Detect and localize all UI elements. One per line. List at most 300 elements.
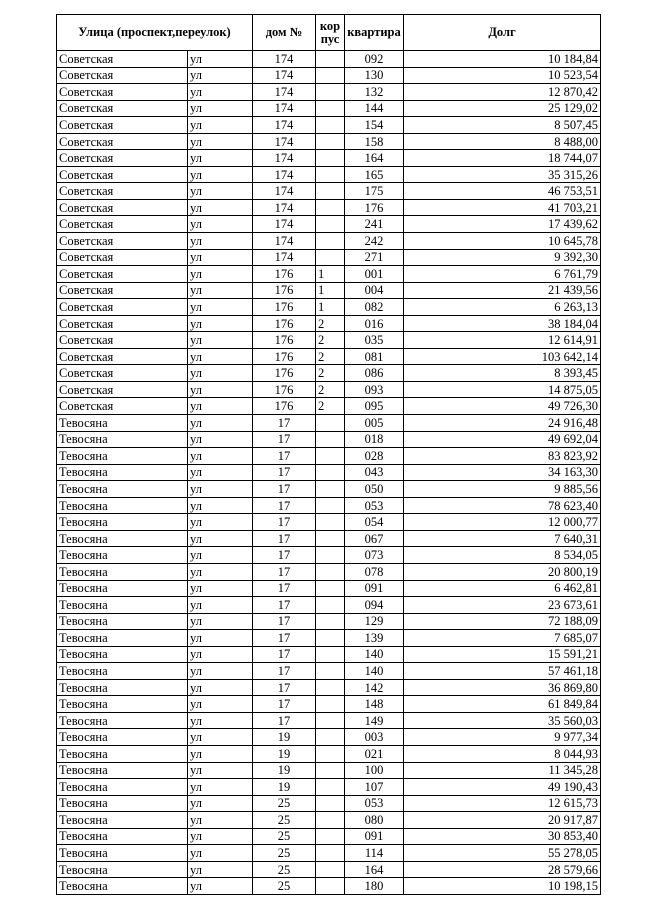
debt-cell: 103 642,14 [404, 348, 601, 365]
street-cell: Тевосяна [57, 580, 188, 597]
table-row [57, 563, 601, 580]
apartment-cell: 241 [345, 216, 404, 233]
apartment-cell: 095 [345, 398, 404, 415]
debt-cell: 20 800,19 [404, 563, 601, 580]
street-type-cell: ул [188, 216, 253, 233]
korpus-cell [316, 117, 345, 134]
house-cell: 17 [253, 630, 316, 647]
apartment-cell: 140 [345, 646, 404, 663]
table-row [57, 547, 601, 564]
table-row [57, 745, 601, 762]
street-cell: Тевосяна [57, 812, 188, 829]
street-type-cell: ул [188, 348, 253, 365]
apartment-cell: 158 [345, 133, 404, 150]
debt-cell: 12 614,91 [404, 332, 601, 349]
street-type-cell: ул [188, 779, 253, 796]
debt-cell: 18 744,07 [404, 150, 601, 167]
table-row [57, 828, 601, 845]
street-cell: Тевосяна [57, 795, 188, 812]
apartment-cell: 080 [345, 812, 404, 829]
house-cell: 174 [253, 249, 316, 266]
apartment-cell: 114 [345, 845, 404, 862]
house-cell: 176 [253, 266, 316, 283]
apartment-cell: 132 [345, 84, 404, 101]
house-cell: 17 [253, 613, 316, 630]
street-cell: Советская [57, 348, 188, 365]
apartment-cell: 091 [345, 580, 404, 597]
apartment-cell: 165 [345, 166, 404, 183]
street-type-cell: ул [188, 762, 253, 779]
debt-cell: 25 129,02 [404, 100, 601, 117]
korpus-cell [316, 580, 345, 597]
house-cell: 19 [253, 745, 316, 762]
table-row [57, 812, 601, 829]
table-row [57, 117, 601, 134]
house-cell: 25 [253, 812, 316, 829]
debt-cell: 8 488,00 [404, 133, 601, 150]
table-row [57, 266, 601, 283]
street-cell: Тевосяна [57, 597, 188, 614]
table-row [57, 348, 601, 365]
house-cell: 176 [253, 282, 316, 299]
apartment-cell: 180 [345, 878, 404, 895]
house-cell: 174 [253, 233, 316, 250]
korpus-cell [316, 233, 345, 250]
debt-cell: 6 462,81 [404, 580, 601, 597]
apartment-cell: 176 [345, 199, 404, 216]
street-type-cell: ул [188, 514, 253, 531]
street-type-cell: ул [188, 431, 253, 448]
apartment-cell: 067 [345, 530, 404, 547]
street-type-cell: ул [188, 233, 253, 250]
street-type-cell: ул [188, 845, 253, 862]
table-row [57, 630, 601, 647]
table-row [57, 448, 601, 465]
house-cell: 174 [253, 150, 316, 167]
debt-cell: 61 849,84 [404, 696, 601, 713]
street-type-cell: ул [188, 497, 253, 514]
house-cell: 17 [253, 563, 316, 580]
apartment-cell: 004 [345, 282, 404, 299]
debt-cell: 8 507,45 [404, 117, 601, 134]
korpus-cell [316, 729, 345, 746]
korpus-cell: 1 [316, 299, 345, 316]
house-cell: 174 [253, 199, 316, 216]
table-row [57, 282, 601, 299]
table-row [57, 497, 601, 514]
street-cell: Советская [57, 51, 188, 68]
street-type-cell: ул [188, 381, 253, 398]
debt-cell: 36 869,80 [404, 679, 601, 696]
apartment-cell: 164 [345, 861, 404, 878]
house-cell: 17 [253, 448, 316, 465]
house-cell: 25 [253, 878, 316, 895]
street-cell: Тевосяна [57, 547, 188, 564]
korpus-cell [316, 712, 345, 729]
table-row [57, 381, 601, 398]
table-row [57, 514, 601, 531]
table-row [57, 150, 601, 167]
apartment-cell: 086 [345, 365, 404, 382]
apartment-cell: 043 [345, 464, 404, 481]
debt-cell: 17 439,62 [404, 216, 601, 233]
debt-cell: 24 916,48 [404, 415, 601, 432]
house-cell: 17 [253, 530, 316, 547]
debt-cell: 20 917,87 [404, 812, 601, 829]
table-row [57, 249, 601, 266]
table-row [57, 133, 601, 150]
debt-cell: 35 315,26 [404, 166, 601, 183]
debt-cell: 41 703,21 [404, 199, 601, 216]
street-cell: Тевосяна [57, 448, 188, 465]
house-cell: 17 [253, 514, 316, 531]
debt-cell: 7 685,07 [404, 630, 601, 647]
table-row [57, 646, 601, 663]
debt-cell: 6 761,79 [404, 266, 601, 283]
house-cell: 17 [253, 580, 316, 597]
street-type-cell: ул [188, 448, 253, 465]
korpus-cell [316, 663, 345, 680]
table-row [57, 779, 601, 796]
debt-cell: 8 044,93 [404, 745, 601, 762]
street-cell: Советская [57, 299, 188, 316]
street-cell: Советская [57, 249, 188, 266]
house-cell: 174 [253, 216, 316, 233]
apartment-cell: 130 [345, 67, 404, 84]
header-street: Улица (проспект,переулок) [57, 15, 253, 51]
table-row [57, 315, 601, 332]
house-cell: 176 [253, 381, 316, 398]
debt-cell: 23 673,61 [404, 597, 601, 614]
table-row [57, 878, 601, 895]
korpus-cell [316, 530, 345, 547]
korpus-cell [316, 166, 345, 183]
apartment-cell: 021 [345, 745, 404, 762]
street-cell: Тевосяна [57, 779, 188, 796]
table-row [57, 415, 601, 432]
table-row [57, 613, 601, 630]
korpus-cell: 2 [316, 398, 345, 415]
korpus-cell [316, 431, 345, 448]
table-row [57, 431, 601, 448]
house-cell: 174 [253, 133, 316, 150]
table-row [57, 795, 601, 812]
korpus-cell [316, 779, 345, 796]
house-cell: 174 [253, 166, 316, 183]
debt-cell: 12 615,73 [404, 795, 601, 812]
table-row [57, 845, 601, 862]
street-cell: Советская [57, 381, 188, 398]
house-cell: 17 [253, 547, 316, 564]
apartment-cell: 081 [345, 348, 404, 365]
house-cell: 176 [253, 398, 316, 415]
street-cell: Советская [57, 233, 188, 250]
street-cell: Советская [57, 67, 188, 84]
apartment-cell: 164 [345, 150, 404, 167]
street-cell: Тевосяна [57, 646, 188, 663]
street-type-cell: ул [188, 530, 253, 547]
table-row [57, 696, 601, 713]
street-type-cell: ул [188, 67, 253, 84]
street-cell: Советская [57, 282, 188, 299]
street-type-cell: ул [188, 580, 253, 597]
street-type-cell: ул [188, 745, 253, 762]
street-cell: Тевосяна [57, 464, 188, 481]
street-cell: Тевосяна [57, 431, 188, 448]
street-cell: Советская [57, 133, 188, 150]
debt-cell: 14 875,05 [404, 381, 601, 398]
korpus-cell [316, 183, 345, 200]
street-cell: Советская [57, 365, 188, 382]
street-type-cell: ул [188, 100, 253, 117]
korpus-cell [316, 415, 345, 432]
korpus-cell [316, 133, 345, 150]
street-type-cell: ул [188, 199, 253, 216]
street-type-cell: ул [188, 51, 253, 68]
table-row [57, 365, 601, 382]
korpus-cell [316, 249, 345, 266]
apartment-cell: 054 [345, 514, 404, 531]
table-row [57, 233, 601, 250]
debt-cell: 10 198,15 [404, 878, 601, 895]
street-cell: Советская [57, 150, 188, 167]
korpus-cell [316, 878, 345, 895]
house-cell: 19 [253, 729, 316, 746]
table-row [57, 84, 601, 101]
apartment-cell: 154 [345, 117, 404, 134]
house-cell: 19 [253, 779, 316, 796]
table-row [57, 762, 601, 779]
street-cell: Советская [57, 166, 188, 183]
table-row [57, 481, 601, 498]
street-cell: Тевосяна [57, 497, 188, 514]
street-cell: Тевосяна [57, 828, 188, 845]
korpus-cell [316, 597, 345, 614]
apartment-cell: 149 [345, 712, 404, 729]
street-type-cell: ул [188, 597, 253, 614]
apartment-cell: 001 [345, 266, 404, 283]
korpus-cell [316, 613, 345, 630]
house-cell: 17 [253, 415, 316, 432]
apartment-cell: 018 [345, 431, 404, 448]
table-row [57, 299, 601, 316]
house-cell: 174 [253, 67, 316, 84]
house-cell: 176 [253, 348, 316, 365]
street-type-cell: ул [188, 712, 253, 729]
street-type-cell: ул [188, 166, 253, 183]
korpus-cell: 1 [316, 266, 345, 283]
korpus-cell [316, 464, 345, 481]
house-cell: 176 [253, 315, 316, 332]
korpus-cell [316, 745, 345, 762]
korpus-cell [316, 696, 345, 713]
house-cell: 176 [253, 299, 316, 316]
debt-cell: 57 461,18 [404, 663, 601, 680]
debt-cell: 12 000,77 [404, 514, 601, 531]
apartment-cell: 139 [345, 630, 404, 647]
korpus-cell [316, 646, 345, 663]
debt-cell: 11 345,28 [404, 762, 601, 779]
korpus-cell [316, 812, 345, 829]
table-row [57, 332, 601, 349]
korpus-cell [316, 514, 345, 531]
house-cell: 17 [253, 497, 316, 514]
house-cell: 174 [253, 84, 316, 101]
debt-cell: 49 726,30 [404, 398, 601, 415]
street-cell: Тевосяна [57, 861, 188, 878]
korpus-cell: 2 [316, 381, 345, 398]
korpus-cell [316, 547, 345, 564]
header-row [57, 15, 601, 51]
street-cell: Тевосяна [57, 729, 188, 746]
korpus-cell [316, 630, 345, 647]
street-cell: Тевосяна [57, 530, 188, 547]
table-body [57, 51, 601, 895]
debt-cell: 15 591,21 [404, 646, 601, 663]
house-cell: 174 [253, 51, 316, 68]
apartment-cell: 175 [345, 183, 404, 200]
debt-cell: 34 163,30 [404, 464, 601, 481]
apartment-cell: 005 [345, 415, 404, 432]
apartment-cell: 107 [345, 779, 404, 796]
house-cell: 17 [253, 679, 316, 696]
street-type-cell: ул [188, 266, 253, 283]
street-cell: Тевосяна [57, 663, 188, 680]
table-row [57, 67, 601, 84]
street-cell: Тевосяна [57, 613, 188, 630]
house-cell: 17 [253, 464, 316, 481]
korpus-cell: 2 [316, 365, 345, 382]
korpus-cell: 2 [316, 348, 345, 365]
apartment-cell: 140 [345, 663, 404, 680]
street-cell: Тевосяна [57, 481, 188, 498]
korpus-cell [316, 861, 345, 878]
street-type-cell: ул [188, 133, 253, 150]
street-cell: Тевосяна [57, 696, 188, 713]
korpus-cell: 2 [316, 332, 345, 349]
apartment-cell: 242 [345, 233, 404, 250]
debt-cell: 49 692,04 [404, 431, 601, 448]
table-row [57, 166, 601, 183]
street-cell: Советская [57, 183, 188, 200]
street-type-cell: ул [188, 563, 253, 580]
street-cell: Тевосяна [57, 745, 188, 762]
korpus-cell [316, 84, 345, 101]
street-type-cell: ул [188, 696, 253, 713]
debt-cell: 8 393,45 [404, 365, 601, 382]
debt-cell: 9 392,30 [404, 249, 601, 266]
table-row [57, 663, 601, 680]
street-type-cell: ул [188, 249, 253, 266]
street-type-cell: ул [188, 415, 253, 432]
apartment-cell: 091 [345, 828, 404, 845]
street-cell: Тевосяна [57, 415, 188, 432]
street-type-cell: ул [188, 861, 253, 878]
street-type-cell: ул [188, 84, 253, 101]
debt-cell: 10 184,84 [404, 51, 601, 68]
apartment-cell: 082 [345, 299, 404, 316]
korpus-cell: 1 [316, 282, 345, 299]
apartment-cell: 035 [345, 332, 404, 349]
street-cell: Советская [57, 332, 188, 349]
street-type-cell: ул [188, 299, 253, 316]
apartment-cell: 144 [345, 100, 404, 117]
apartment-cell: 092 [345, 51, 404, 68]
debt-cell: 12 870,42 [404, 84, 601, 101]
debt-cell: 10 645,78 [404, 233, 601, 250]
street-type-cell: ул [188, 828, 253, 845]
house-cell: 17 [253, 597, 316, 614]
house-cell: 176 [253, 365, 316, 382]
korpus-cell [316, 100, 345, 117]
debt-cell: 46 753,51 [404, 183, 601, 200]
street-type-cell: ул [188, 646, 253, 663]
house-cell: 17 [253, 431, 316, 448]
house-cell: 17 [253, 712, 316, 729]
debt-cell: 28 579,66 [404, 861, 601, 878]
table-row [57, 51, 601, 68]
street-cell: Тевосяна [57, 679, 188, 696]
header-house: дом № [253, 15, 316, 51]
street-type-cell: ул [188, 878, 253, 895]
korpus-cell [316, 481, 345, 498]
house-cell: 25 [253, 861, 316, 878]
apartment-cell: 100 [345, 762, 404, 779]
street-cell: Советская [57, 398, 188, 415]
street-type-cell: ул [188, 812, 253, 829]
debt-cell: 55 278,05 [404, 845, 601, 862]
apartment-cell: 028 [345, 448, 404, 465]
street-cell: Советская [57, 266, 188, 283]
street-type-cell: ул [188, 481, 253, 498]
apartment-cell: 050 [345, 481, 404, 498]
apartment-cell: 129 [345, 613, 404, 630]
korpus-cell [316, 150, 345, 167]
apartment-cell: 142 [345, 679, 404, 696]
table-row [57, 183, 601, 200]
house-cell: 25 [253, 795, 316, 812]
debt-cell: 38 184,04 [404, 315, 601, 332]
house-cell: 17 [253, 663, 316, 680]
debt-cell: 49 190,43 [404, 779, 601, 796]
korpus-cell [316, 828, 345, 845]
table-row [57, 216, 601, 233]
street-type-cell: ул [188, 332, 253, 349]
street-type-cell: ул [188, 729, 253, 746]
table-row [57, 712, 601, 729]
apartment-cell: 094 [345, 597, 404, 614]
korpus-cell: 2 [316, 315, 345, 332]
apartment-cell: 078 [345, 563, 404, 580]
apartment-cell: 148 [345, 696, 404, 713]
debt-cell: 83 823,92 [404, 448, 601, 465]
street-type-cell: ул [188, 663, 253, 680]
apartment-cell: 016 [345, 315, 404, 332]
street-type-cell: ул [188, 315, 253, 332]
house-cell: 17 [253, 481, 316, 498]
table-row [57, 464, 601, 481]
house-cell: 174 [253, 183, 316, 200]
table-row [57, 398, 601, 415]
street-type-cell: ул [188, 613, 253, 630]
apartment-cell: 053 [345, 795, 404, 812]
street-type-cell: ул [188, 398, 253, 415]
apartment-cell: 003 [345, 729, 404, 746]
table-row [57, 679, 601, 696]
street-type-cell: ул [188, 150, 253, 167]
korpus-cell [316, 762, 345, 779]
korpus-cell [316, 199, 345, 216]
